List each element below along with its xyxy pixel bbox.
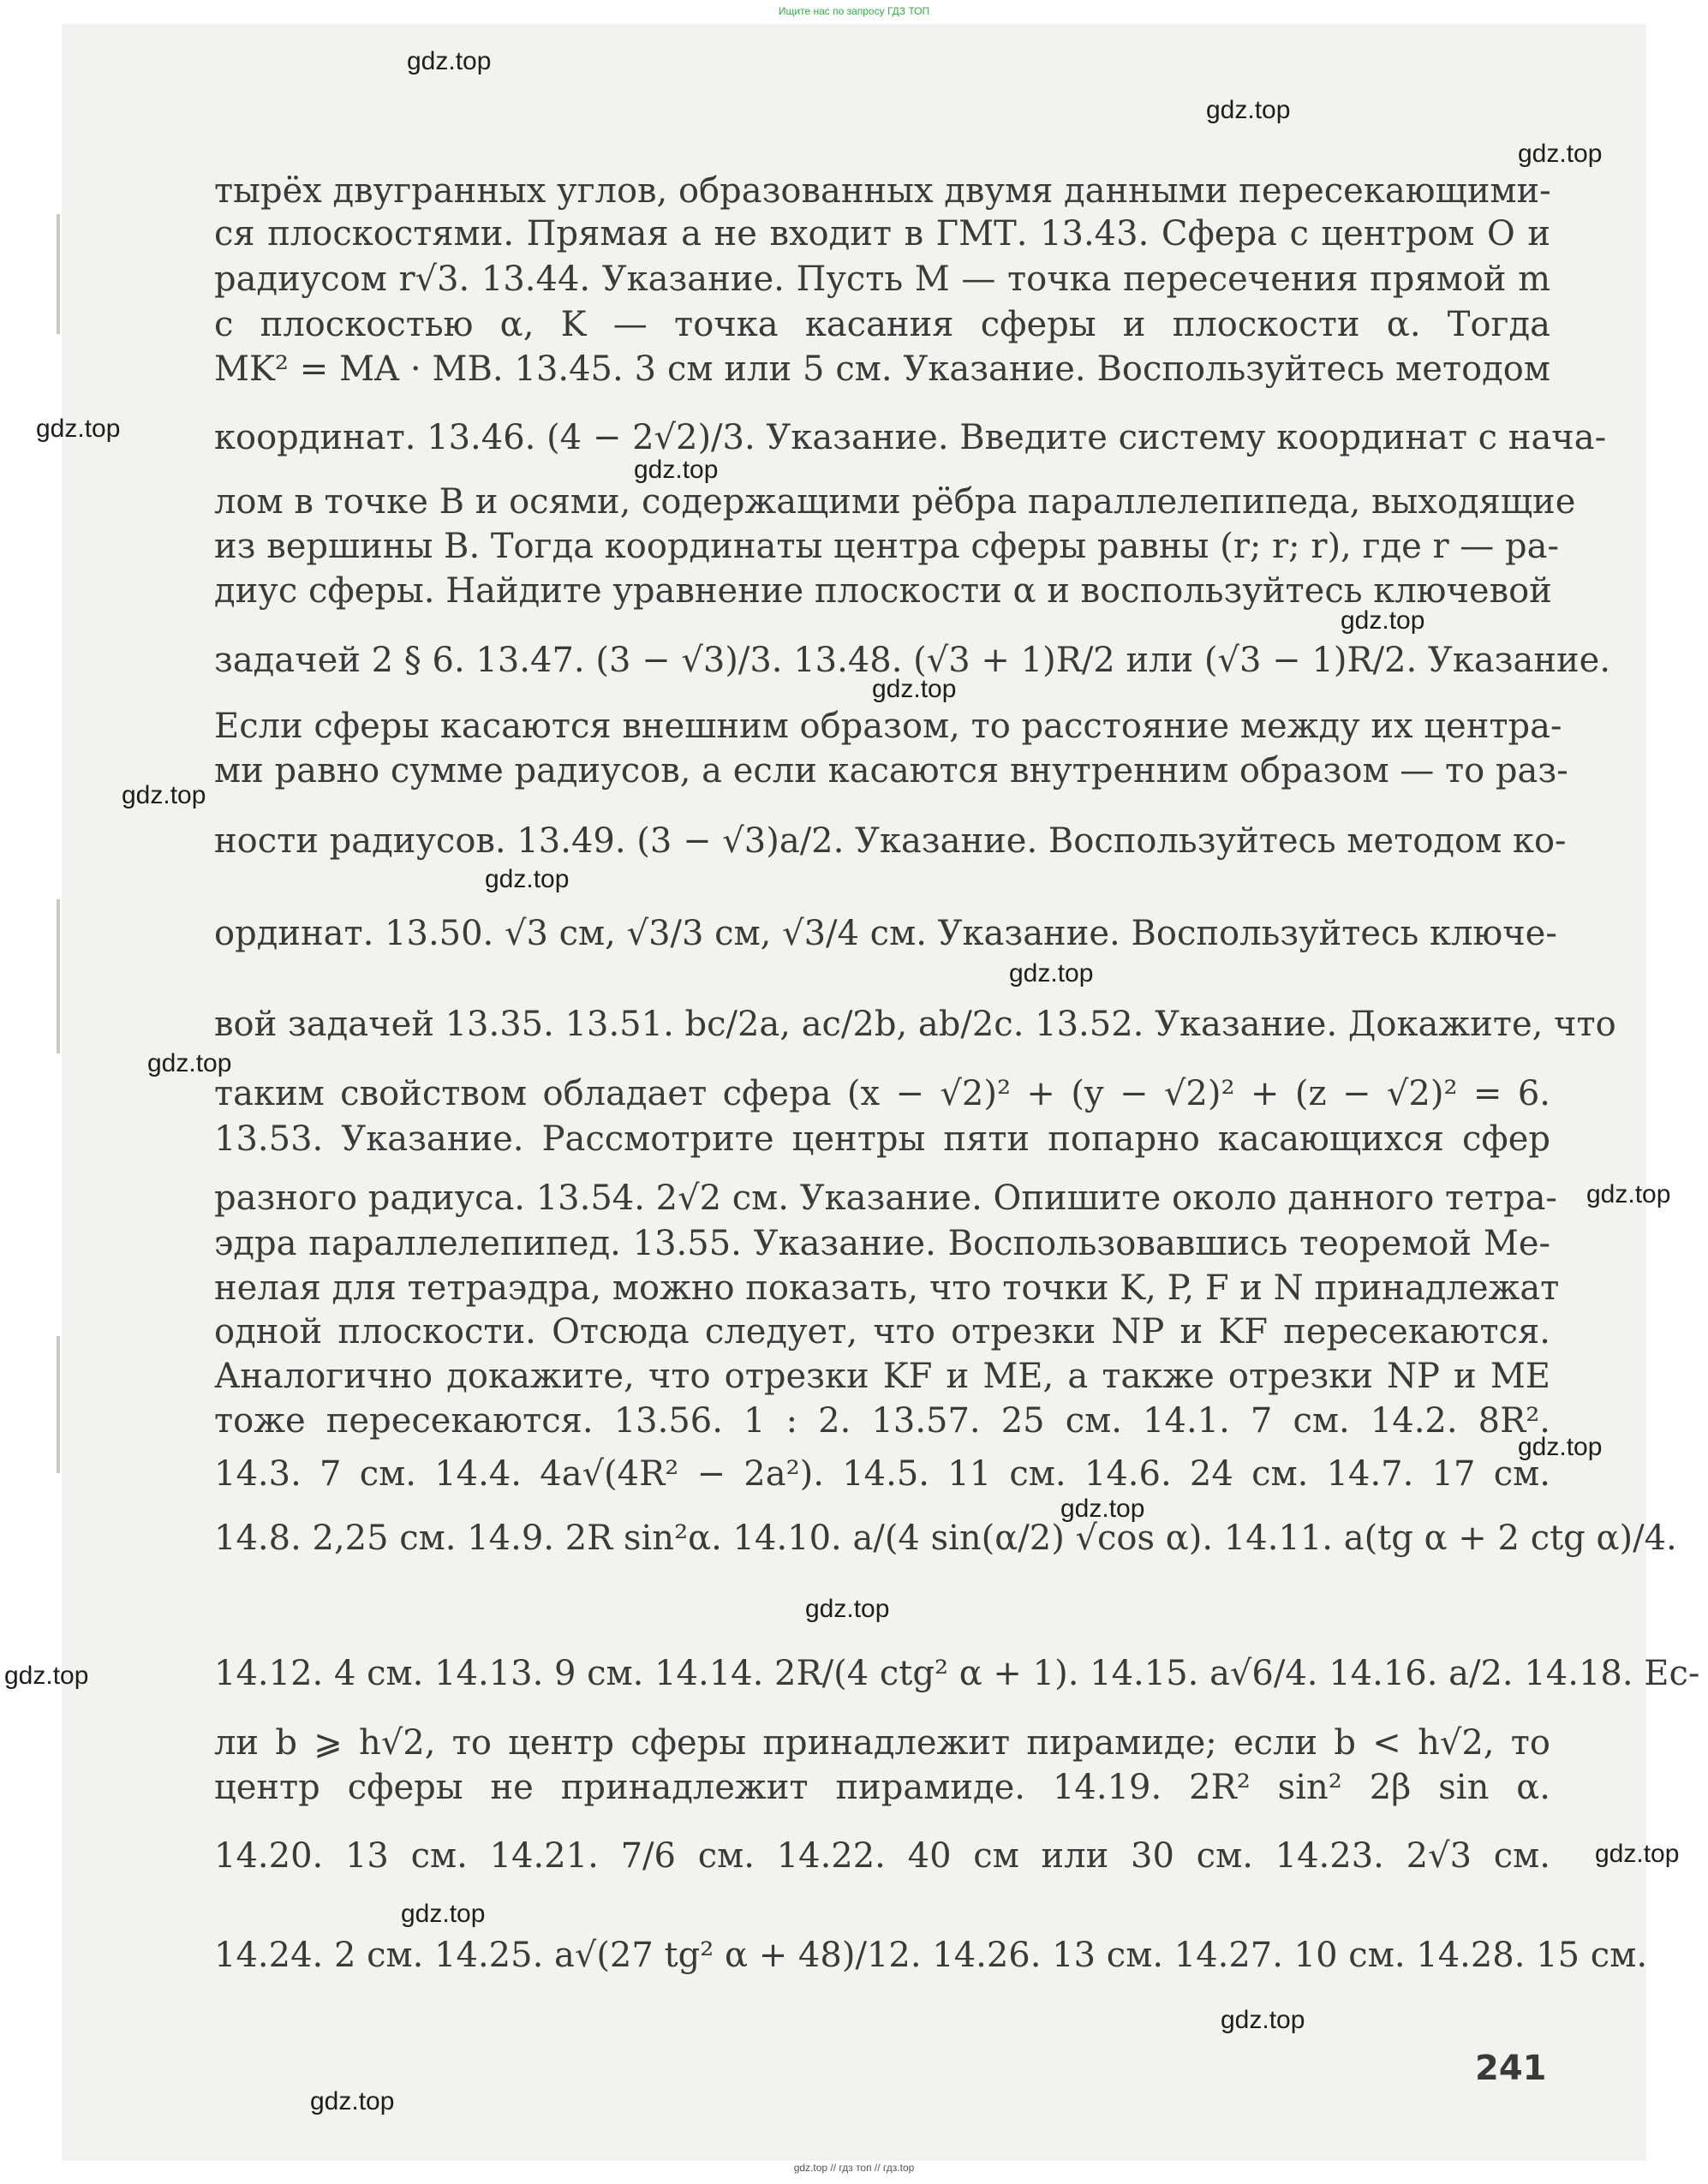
watermark: gdz.top xyxy=(1206,96,1291,124)
text-line: одной плоскости. Отсюда следует, что отрезки NP и KF пересекаются. xyxy=(214,1312,1550,1352)
text-line: ли b ⩾ h√2, то центр сферы принадлежит пирамиде; если b < h√2, то xyxy=(214,1723,1550,1763)
text-line: с плоскостью α, K — точка касания сферы и плоскости α. Тогда xyxy=(214,305,1550,344)
text-line: 14.3. 7 см. 14.4. 4a√(4R² − 2a²). 14.5. 11 см. 14.6. 24 см. 14.7. 17 см. xyxy=(214,1454,1550,1494)
watermark: gdz.top xyxy=(401,1900,486,1928)
text-line: задачей 2 § 6. 13.47. (3 − √3)/3. 13.48. (√3 + 1)R/2 или (√3 − 1)R/2. Указание. xyxy=(214,641,1611,680)
edge-mark xyxy=(57,1336,60,1473)
text-line: Аналогично докажите, что отрезки KF и ME, а также отрезки NP и ME xyxy=(214,1357,1550,1396)
text-line: таким свойством обладает сфера (x − √2)² + (y − √2)² + (z − √2)² = 6. xyxy=(214,1074,1550,1113)
watermark: gdz.top xyxy=(485,865,570,893)
text-line: диус сферы. Найдите уравнение плоскости α и воспользуйтесь ключевой xyxy=(214,571,1552,611)
text-line: вой задачей 13.35. 13.51. bc/2a, ac/2b, ab/2c. 13.52. Указание. Докажите, что xyxy=(214,1005,1616,1044)
watermark: gdz.top xyxy=(1009,959,1094,988)
watermark: gdz.top xyxy=(310,2087,395,2115)
watermark: gdz.top xyxy=(1518,140,1603,168)
watermark: gdz.top xyxy=(872,675,957,703)
watermark: gdz.top xyxy=(1595,1840,1680,1868)
text-line: 14.20. 13 см. 14.21. 7/6 см. 14.22. 40 см или 30 см. 14.23. 2√3 см. xyxy=(214,1836,1550,1876)
text-line: ординат. 13.50. √3 см, √3/3 см, √3/4 см. Указание. Воспользуйтесь ключе- xyxy=(214,914,1557,953)
text-line: эдра параллелепипед. 13.55. Указание. Воспользовавшись теоремой Ме- xyxy=(214,1224,1550,1263)
text-line: MK² = MA · MB. 13.45. 3 см или 5 см. Указание. Воспользуйтесь методом xyxy=(214,349,1550,389)
text-line: нелая для тетраэдра, можно показать, что точки K, P, F и N принадлежат xyxy=(214,1268,1560,1308)
text-line: тоже пересекаются. 13.56. 1 : 2. 13.57. 25 см. 14.1. 7 см. 14.2. 8R². xyxy=(214,1401,1550,1441)
watermark: gdz.top xyxy=(1586,1180,1671,1208)
text-line: ми равно сумме радиусов, а если касаются внутренним образом — то раз- xyxy=(214,751,1568,791)
watermark: gdz.top xyxy=(805,1595,890,1623)
page-number: 241 xyxy=(1475,2049,1547,2088)
edge-mark xyxy=(57,214,60,334)
watermark: gdz.top xyxy=(1060,1495,1145,1523)
text-line: координат. 13.46. (4 − 2√2)/3. Указание. Введите систему координат с нача- xyxy=(214,418,1607,457)
watermark: gdz.top xyxy=(1341,606,1425,635)
text-line: 14.8. 2,25 см. 14.9. 2R sin²α. 14.10. a/(4 sin(α/2) √cos α). 14.11. a(tg α + 2 ctg α)/4. xyxy=(214,1519,1677,1558)
text-line: ности радиусов. 13.49. (3 − √3)a/2. Указание. Воспользуйтесь методом ко- xyxy=(214,821,1567,861)
text-line: 14.24. 2 см. 14.25. a√(27 tg² α + 48)/12. 14.26. 13 см. 14.27. 10 см. 14.28. 15 см. xyxy=(214,1936,1648,1975)
watermark: gdz.top xyxy=(1221,2006,1305,2034)
watermark: gdz.top xyxy=(147,1049,232,1077)
text-line: из вершины B. Тогда координаты центра сферы равны (r; r; r), где r — ра- xyxy=(214,527,1559,566)
text-line: ся плоскостями. Прямая a не входит в ГМТ. 13.43. Сфера с центром O и xyxy=(214,214,1550,254)
watermark: gdz.top xyxy=(407,47,492,75)
text-line: Если сферы касаются внешним образом, то расстояние между их центра- xyxy=(214,707,1562,746)
text-line: 13.53. Указание. Рассмотрите центры пяти попарно касающихся сфер xyxy=(214,1119,1550,1159)
top-banner: Ищите нас по запросу ГДЗ ТОП xyxy=(778,5,930,17)
text-line: 14.12. 4 см. 14.13. 9 см. 14.14. 2R/(4 ctg² α + 1). 14.15. a√6/4. 14.16. a/2. 14.18. Ес- xyxy=(214,1654,1700,1693)
watermark: gdz.top xyxy=(4,1662,89,1690)
watermark: gdz.top xyxy=(122,781,206,809)
bottom-banner: gdz.top // гдз топ // гдз.top xyxy=(793,2162,915,2174)
watermark: gdz.top xyxy=(1518,1433,1603,1461)
watermark: gdz.top xyxy=(36,415,121,443)
edge-mark xyxy=(57,899,60,1053)
text-line: центр сферы не принадлежит пирамиде. 14.19. 2R² sin² 2β sin α. xyxy=(214,1768,1550,1807)
text-line: разного радиуса. 13.54. 2√2 см. Указание. Опишите около данного тетра- xyxy=(214,1179,1557,1218)
text-line: тырёх двугранных углов, образованных двумя данными пересекающими- xyxy=(214,171,1551,211)
text-line: лом в точке B и осями, содержащими рёбра параллелепипеда, выходящие xyxy=(214,482,1576,522)
watermark: gdz.top xyxy=(634,456,719,484)
text-line: радиусом r√3. 13.44. Указание. Пусть M — точка пересечения прямой m xyxy=(214,260,1550,299)
